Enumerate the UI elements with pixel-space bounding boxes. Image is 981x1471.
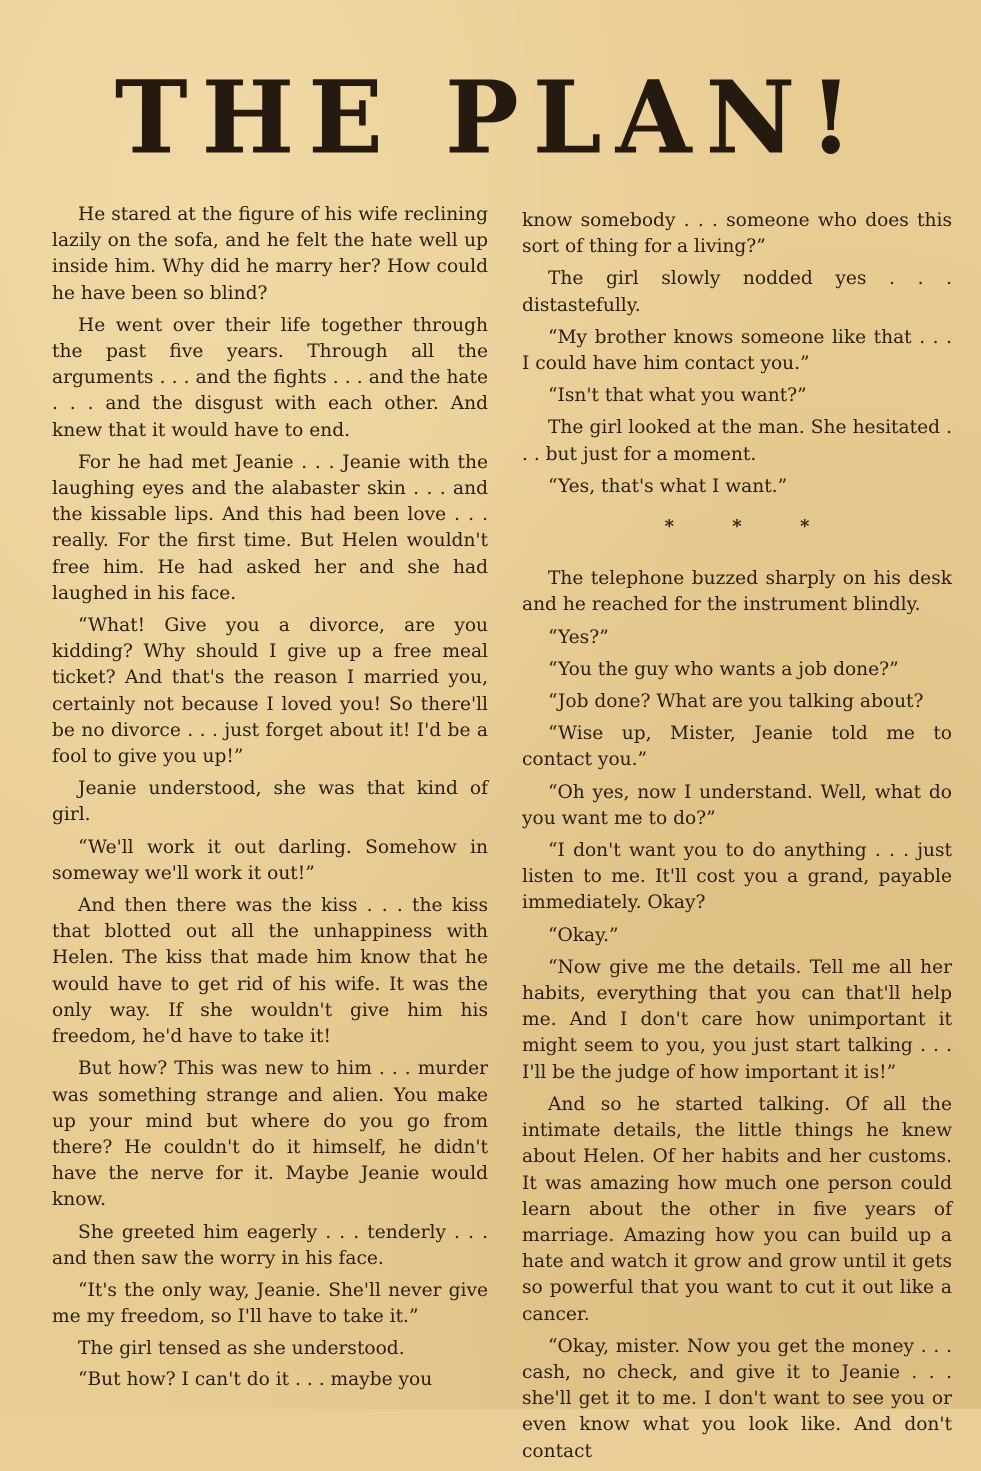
paragraph: “Oh yes, now I understand. Well, what do you want me to do?” <box>522 781 952 829</box>
paragraph: The girl tensed as she understood. <box>78 1338 405 1360</box>
paragraph: “Now give me the details. Tell me all her habits, everything that you can that'll help me. And I don't care how unimportant it might seem to you, you just start talking . . . I'll be the judge of how important it is!” <box>522 956 952 1083</box>
paragraph: “But how? I can't do it . . . maybe you <box>78 1368 433 1390</box>
paragraph: “Wise up, Mister, Jeanie told me to contact you.” <box>522 723 952 771</box>
paragraph: “Okay.” <box>548 924 619 946</box>
paragraph: The telephone buzzed sharply on his desk and he reached for the instrument blindly. <box>522 568 952 616</box>
paragraph: And so he started talking. Of all the intimate details, the little things he knew about Helen. Of her habits and her customs. It was amazing how much one person could learn about the other in five years of marriage. Amazing how you can build up a hate and watch it grow and grow until it gets so powerful that you want to cut it out like a cancer. <box>522 1093 952 1325</box>
paragraph: “It's the only way, Jeanie. She'll never give me my freedom, so I'll have to take it.” <box>52 1279 488 1328</box>
paragraph: The girl looked at the man. She hesitated . . . but just for a moment. <box>522 417 952 465</box>
paragraph: “We'll work it out darling. Somehow in someway we'll work it out!” <box>52 836 488 884</box>
paragraph: “Isn't that what you want?” <box>548 385 807 407</box>
paragraph: “What! Give you a divorce, are you kidding? Why should I give up a free meal ticket? And that's the reason I married you, certainly not because I loved you! So there'll be no divorce . . . just forget about it! I'd be a fool to give you up!” <box>52 615 488 768</box>
paragraph: The girl slowly nodded yes . . . distastefully. <box>522 268 952 316</box>
paragraph: “Yes?” <box>548 626 609 648</box>
paragraph: She greeted him eagerly . . . tenderly . . . and then saw the worry in his face. <box>52 1221 488 1269</box>
paragraph: And then there was the kiss . . . the kiss that blotted out all the unhappiness with Helen. The kiss that made him know that he would have to get rid of his wife. It was the only way. If she wouldn't give him his freedom, he'd have to take it! <box>52 895 488 1048</box>
paragraph: “My brother knows someone like that . . . I could have him contact you.” <box>522 326 952 375</box>
story-title: THE PLAN! <box>114 59 867 178</box>
left-column <box>52 202 488 1399</box>
paragraph: But how? This was new to him . . . murder was something strange and alien. You make up your mind but where do you go from there? He couldn't do it himself, he didn't have the nerve for it. Maybe Jeanie would know. <box>52 1058 488 1211</box>
paragraph: “I don't want you to do anything . . . just listen to me. It'll cost you a grand, payable immediately. Okay? <box>522 840 952 914</box>
paragraph: “Job done? What are you talking about? <box>548 691 924 713</box>
paragraph: “Yes, that's what I want.” <box>548 475 788 497</box>
paragraph: He stared at the figure of his wife reclining lazily on the sofa, and he felt the hate well up inside him. Why did he marry her? How could he have been so blind? <box>52 204 488 304</box>
paragraph: He went over their life together through the past five years. Through all the arguments . . . and the fights . . . and the hate . . . and the disgust with each other. And knew that it would have to end. <box>52 314 488 441</box>
right-column <box>522 208 952 1471</box>
paragraph: “Okay, mister. Now you get the money . . . cash, no check, and give it to Jeanie . . . she'll get it to me. I don't want to see you or even know what you look like. And don't contact <box>522 1335 952 1462</box>
section-separator: * * * <box>664 516 836 538</box>
paragraph: For he had met Jeanie . . . Jeanie with the laughing eyes and the alabaster skin . . . and the kissable lips. And this had been love . . . really. For the first time. But Helen wouldn't free him. He had asked her and she had laughed in his face. <box>52 451 488 604</box>
paragraph: know somebody . . . someone who does this sort of thing for a living?” <box>522 210 952 258</box>
paragraph: “You the guy who wants a job done?” <box>548 658 899 680</box>
paragraph: Jeanie understood, she was that kind of girl. <box>52 778 488 826</box>
